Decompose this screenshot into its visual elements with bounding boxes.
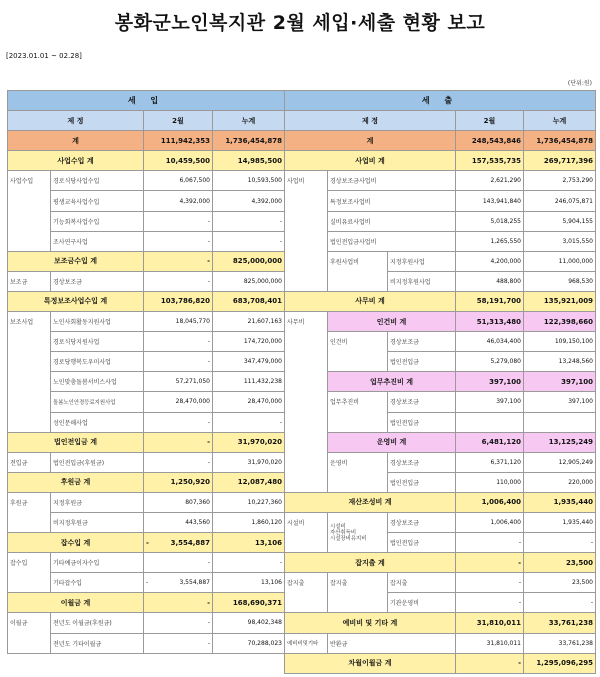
table-row <box>8 512 285 532</box>
subtotal-total: 825,000,000 <box>213 251 285 271</box>
subtotal-month: 31,810,011 <box>456 613 524 633</box>
subtotal-month <box>144 533 213 553</box>
subtotal-total: 12,087,480 <box>213 472 285 492</box>
item-name: 법인전입금사업비 <box>328 231 456 251</box>
item-month: 46,034,400 <box>456 332 524 352</box>
income-grand-total: 1,736,454,878 <box>213 131 285 151</box>
subtotal-month: 103,786,820 <box>144 291 213 311</box>
subtotal-label: 인건비 계 <box>328 312 456 332</box>
item-total: 13,106 <box>213 573 285 593</box>
report-period: [2023.01.01 ~ 02.28] <box>6 52 82 60</box>
subtotal-month: 6,481,120 <box>456 432 524 452</box>
group-label: 보조금 <box>8 271 51 291</box>
item-total: - <box>524 593 596 613</box>
item-month: 28,470,000 <box>144 392 213 412</box>
item-month: - <box>456 573 524 593</box>
subtotal-label: 보조금수입 계 <box>8 251 144 271</box>
item-total: 13,248,560 <box>524 352 596 372</box>
item-month: 18,045,770 <box>144 312 213 332</box>
expense-grand-total-row <box>285 131 596 151</box>
item-month: - <box>144 271 213 291</box>
subtotal-month: 51,313,480 <box>456 312 524 332</box>
subgroup-label: 후원사업비 <box>328 251 388 271</box>
item-total: - <box>213 211 285 231</box>
group-label: 예비비및기타 <box>285 633 328 653</box>
item-month: - <box>144 452 213 472</box>
item-name: 지정후원사업 <box>388 251 456 271</box>
item-name: 특정보조사업비 <box>328 191 456 211</box>
subgroup-label: 운영비 <box>328 452 388 472</box>
subtotal-label: 잡수입 계 <box>8 533 144 553</box>
subgroup-label: 시설비 자산취득비 시설장비유지비 <box>328 512 388 552</box>
table-row <box>8 211 285 231</box>
item-month: 1,006,400 <box>456 512 524 532</box>
income-subtotal-row <box>8 472 285 492</box>
item-month: - <box>144 553 213 573</box>
item-name: 지정후원금 <box>51 492 144 512</box>
subtotal-label: 이월금 계 <box>8 593 144 613</box>
item-month: 5,279,080 <box>456 352 524 372</box>
table-row <box>8 553 285 573</box>
group-label: 시설비 <box>285 512 328 532</box>
table-row <box>8 171 285 191</box>
item-name: 비지정후원사업 <box>388 271 456 291</box>
item-total: 2,753,290 <box>524 171 596 191</box>
item-total: 31,970,020 <box>213 452 285 472</box>
item-total: 4,392,000 <box>213 191 285 211</box>
subgroup-label: 잡지출 <box>328 573 388 593</box>
item-total: 28,470,000 <box>213 392 285 412</box>
item-total: 109,150,100 <box>524 332 596 352</box>
subtotal-total: 122,398,660 <box>524 312 596 332</box>
item-month: - <box>456 593 524 613</box>
table-row <box>8 352 285 372</box>
expense-subtotal-row <box>285 492 596 512</box>
item-month: 5,018,255 <box>456 211 524 231</box>
income-header-row <box>8 91 285 111</box>
table-row <box>285 211 596 231</box>
income-col-total: 누계 <box>213 111 285 131</box>
group-label: 잡수입 <box>8 553 51 573</box>
item-name: 기관운영비 <box>388 593 456 613</box>
subtotal-total: 33,761,238 <box>524 613 596 633</box>
item-month: - <box>456 533 524 553</box>
subtotal-total: 397,100 <box>524 372 596 392</box>
income-grand-month: 111,942,353 <box>144 131 213 151</box>
item-month: - <box>144 352 213 372</box>
income-col-category: 제 정 <box>8 111 144 131</box>
item-total: 174,720,000 <box>213 332 285 352</box>
page-title: 봉화군노인복지관 2월 세입·세출 현황 보고 <box>114 12 486 34</box>
item-total: 1,860,120 <box>213 512 285 532</box>
income-subtotal-row <box>8 432 285 452</box>
item-name: 성인문해사업 <box>51 412 144 432</box>
income-subtotal-row <box>8 291 285 311</box>
table-row <box>285 271 596 291</box>
subtotal-total: 135,921,009 <box>524 291 596 311</box>
item-name: 경상보조금사업비 <box>328 171 456 191</box>
operation-subtotal-row <box>285 432 596 452</box>
item-month: 4,200,000 <box>456 251 524 271</box>
table-row <box>8 613 285 633</box>
subtotal-month: 397,100 <box>456 372 524 392</box>
item-name: 조사연구사업 <box>51 231 144 251</box>
table-row <box>8 452 285 472</box>
item-month: - <box>144 332 213 352</box>
table-row <box>8 271 285 291</box>
item-total: 968,530 <box>524 271 596 291</box>
item-name: 평생교육사업수입 <box>51 191 144 211</box>
subtotal-total: 23,500 <box>524 553 596 573</box>
item-month <box>456 412 524 432</box>
subtotal-month: 1,006,400 <box>456 492 524 512</box>
income-columns-row <box>8 111 285 131</box>
table-row <box>285 452 596 472</box>
table-row <box>285 231 596 251</box>
table-row <box>8 231 285 251</box>
item-name: 경로식당사업수입 <box>51 171 144 191</box>
item-month: 1,265,550 <box>456 231 524 251</box>
income-subtotal-row <box>8 533 285 553</box>
item-month: 807,360 <box>144 492 213 512</box>
item-month: 2,621,290 <box>456 171 524 191</box>
item-month: 31,810,011 <box>456 633 524 653</box>
subtotal-month: - <box>456 553 524 573</box>
item-name: 법인전입금 <box>388 352 456 372</box>
subtotal-month: - <box>456 653 524 673</box>
table-row <box>8 332 285 352</box>
item-total: 347,479,000 <box>213 352 285 372</box>
subtotal-total: 168,690,371 <box>213 593 285 613</box>
item-total: 98,402,348 <box>213 613 285 633</box>
expense-col-month: 2월 <box>456 111 524 131</box>
expense-columns-row <box>285 111 596 131</box>
expense-col-category: 제 정 <box>285 111 456 131</box>
subtotal-total: 14,985,500 <box>213 151 285 171</box>
item-total: 220,000 <box>524 472 596 492</box>
unit-label: (단위:원) <box>567 80 592 87</box>
item-name: 법인전입금 <box>388 472 456 492</box>
item-total: - <box>213 412 285 432</box>
item-name: 잡지출 <box>388 573 456 593</box>
table-row <box>285 512 596 532</box>
table-row <box>285 412 596 432</box>
subtotal-total: 1,295,096,295 <box>524 653 596 673</box>
item-name: 노인사회활동지원사업 <box>51 312 144 332</box>
subgroup-label: 인건비 <box>328 332 388 352</box>
subtotal-month: 10,459,500 <box>144 151 213 171</box>
item-name: 돌봄노인안경등료지원사업 <box>51 392 144 412</box>
subtotal-label: 잡지출 계 <box>285 553 456 573</box>
item-total: - <box>213 231 285 251</box>
item-name: 기능회복사업수입 <box>51 211 144 231</box>
income-subtotal-row <box>8 251 285 271</box>
income-grand-label: 계 <box>8 131 144 151</box>
item-name: 기타예금이자수입 <box>51 553 144 573</box>
income-header: 세 입 <box>8 91 285 111</box>
expense-table <box>284 90 596 674</box>
subtotal-label: 업무추진비 계 <box>328 372 456 392</box>
expense-header: 세 출 <box>285 91 596 111</box>
table-row <box>8 412 285 432</box>
expense-header-row <box>285 91 596 111</box>
item-name: 기타잡수입 <box>51 573 144 593</box>
expense-subtotal-row <box>285 653 596 673</box>
income-subtotal-row <box>8 151 285 171</box>
item-month-value: 3,554,887 <box>179 579 210 587</box>
item-month: 4,392,000 <box>144 191 213 211</box>
table-row <box>285 593 596 613</box>
table-row <box>285 352 596 372</box>
group-label: 보조사업 <box>8 312 51 332</box>
item-month: 57,271,050 <box>144 372 213 392</box>
group-label: 사업비 <box>285 171 328 191</box>
subtotal-label: 운영비 계 <box>328 432 456 452</box>
item-month: - <box>144 613 213 633</box>
item-month: - <box>144 633 213 653</box>
expense-grand-label: 계 <box>285 131 456 151</box>
subtotal-month: 1,250,920 <box>144 472 213 492</box>
subtotal-total: 13,125,249 <box>524 432 596 452</box>
subtotal-total: 269,717,396 <box>524 151 596 171</box>
expense-subtotal-row <box>285 613 596 633</box>
subtotal-total: 683,708,401 <box>213 291 285 311</box>
item-name: 반환금 <box>328 633 456 653</box>
item-name: 경상보조금 <box>388 332 456 352</box>
item-total: - <box>213 553 285 573</box>
item-name: 경로식당지원사업 <box>51 332 144 352</box>
item-name: 전년도 이월금(후원금) <box>51 613 144 633</box>
item-name: 경상보조금 <box>388 452 456 472</box>
item-dash: - <box>146 579 149 587</box>
item-name: 법인전입금(후원금) <box>51 452 144 472</box>
item-month: - <box>144 211 213 231</box>
item-total: 11,000,000 <box>524 251 596 271</box>
item-total: - <box>524 533 596 553</box>
item-total: 3,015,550 <box>524 231 596 251</box>
item-total: 111,432,238 <box>213 372 285 392</box>
table-row <box>8 573 285 593</box>
subtotal-label: 예비비 및 기타 계 <box>285 613 456 633</box>
table-row <box>285 171 596 191</box>
group-label: 이월금 <box>8 613 51 633</box>
subtotal-label: 사무비 계 <box>285 291 456 311</box>
subtotal-label: 후원금 계 <box>8 472 144 492</box>
expense-col-total: 누계 <box>524 111 596 131</box>
income-grand-total-row <box>8 131 285 151</box>
item-name: 실비유료사업비 <box>328 211 456 231</box>
item-total: 70,288,023 <box>213 633 285 653</box>
group-label: 전입금 <box>8 452 51 472</box>
income-col-month: 2월 <box>144 111 213 131</box>
item-total: 12,905,249 <box>524 452 596 472</box>
expense-grand-total: 1,736,454,878 <box>524 131 596 151</box>
table-row <box>285 191 596 211</box>
table-row <box>285 332 596 352</box>
item-total <box>524 412 596 432</box>
income-subtotal-row <box>8 593 285 613</box>
subtotal-month: - <box>144 251 213 271</box>
item-month: 110,000 <box>456 472 524 492</box>
item-total: 33,761,238 <box>524 633 596 653</box>
income-table <box>7 90 285 654</box>
item-total: 825,000,000 <box>213 271 285 291</box>
table-row <box>8 372 285 392</box>
table-row <box>285 633 596 653</box>
table-row <box>285 573 596 593</box>
item-name: 경상보조금 <box>388 512 456 532</box>
item-name: 법인전입금 <box>388 533 456 553</box>
item-name: 노인맞춤돌봄서비스사업 <box>51 372 144 392</box>
expense-subtotal-row <box>285 151 596 171</box>
item-name: 경로당행복도우미사업 <box>51 352 144 372</box>
group-label: 후원금 <box>8 492 51 512</box>
table-row <box>285 251 596 271</box>
table-row <box>8 492 285 512</box>
item-name: 비지정후원금 <box>51 512 144 532</box>
subtotal-total: 13,106 <box>213 533 285 553</box>
item-month <box>144 573 213 593</box>
item-total: 397,100 <box>524 392 596 412</box>
item-month: 488,800 <box>456 271 524 291</box>
item-month: - <box>144 412 213 432</box>
labor-subtotal-row <box>285 312 596 332</box>
subtotal-total: 31,970,020 <box>213 432 285 452</box>
subtotal-label: 법인전입금 계 <box>8 432 144 452</box>
item-total: 21,607,163 <box>213 312 285 332</box>
item-month: 397,100 <box>456 392 524 412</box>
table-row <box>8 633 285 653</box>
item-total: 23,500 <box>524 573 596 593</box>
group-label: 사무비 <box>285 312 328 332</box>
item-month: 443,560 <box>144 512 213 532</box>
item-name: 경상보조금 <box>388 392 456 412</box>
table-row <box>8 312 285 332</box>
item-total: 1,935,440 <box>524 512 596 532</box>
subtotal-label: 특정보조사업수입 계 <box>8 291 144 311</box>
subtotal-label: 재산조성비 계 <box>285 492 456 512</box>
table-row <box>285 392 596 412</box>
expense-subtotal-row <box>285 553 596 573</box>
item-month: - <box>144 231 213 251</box>
group-label: 잡지출 <box>285 573 328 593</box>
item-month: 143,941,840 <box>456 191 524 211</box>
subtotal-month-value: 3,554,887 <box>170 538 210 547</box>
table-row <box>285 472 596 492</box>
item-total: 5,904,155 <box>524 211 596 231</box>
subtotal-label: 사업비 계 <box>285 151 456 171</box>
subtotal-label: 사업수입 계 <box>8 151 144 171</box>
subtotal-dash: - <box>146 538 149 547</box>
subtotal-label: 차월이월금 계 <box>285 653 456 673</box>
subtotal-total: 1,935,440 <box>524 492 596 512</box>
subtotal-month: - <box>144 593 213 613</box>
item-name: 경상보조금 <box>51 271 144 291</box>
item-month: 6,371,120 <box>456 452 524 472</box>
item-name: 법인전입금 <box>388 412 456 432</box>
item-month: 6,067,500 <box>144 171 213 191</box>
expense-subtotal-row <box>285 291 596 311</box>
item-total: 10,227,360 <box>213 492 285 512</box>
item-name: 전년도 기타이월금 <box>51 633 144 653</box>
group-label: 사업수입 <box>8 171 51 191</box>
subtotal-month: - <box>144 432 213 452</box>
subgroup-label: 업무추진비 <box>328 392 388 412</box>
expense-grand-month: 248,543,846 <box>456 131 524 151</box>
subtotal-month: 58,191,700 <box>456 291 524 311</box>
table-row <box>8 191 285 211</box>
table-row <box>8 392 285 412</box>
subtotal-month: 157,535,735 <box>456 151 524 171</box>
business-subtotal-row <box>285 372 596 392</box>
item-total: 10,593,500 <box>213 171 285 191</box>
item-total: 246,075,871 <box>524 191 596 211</box>
